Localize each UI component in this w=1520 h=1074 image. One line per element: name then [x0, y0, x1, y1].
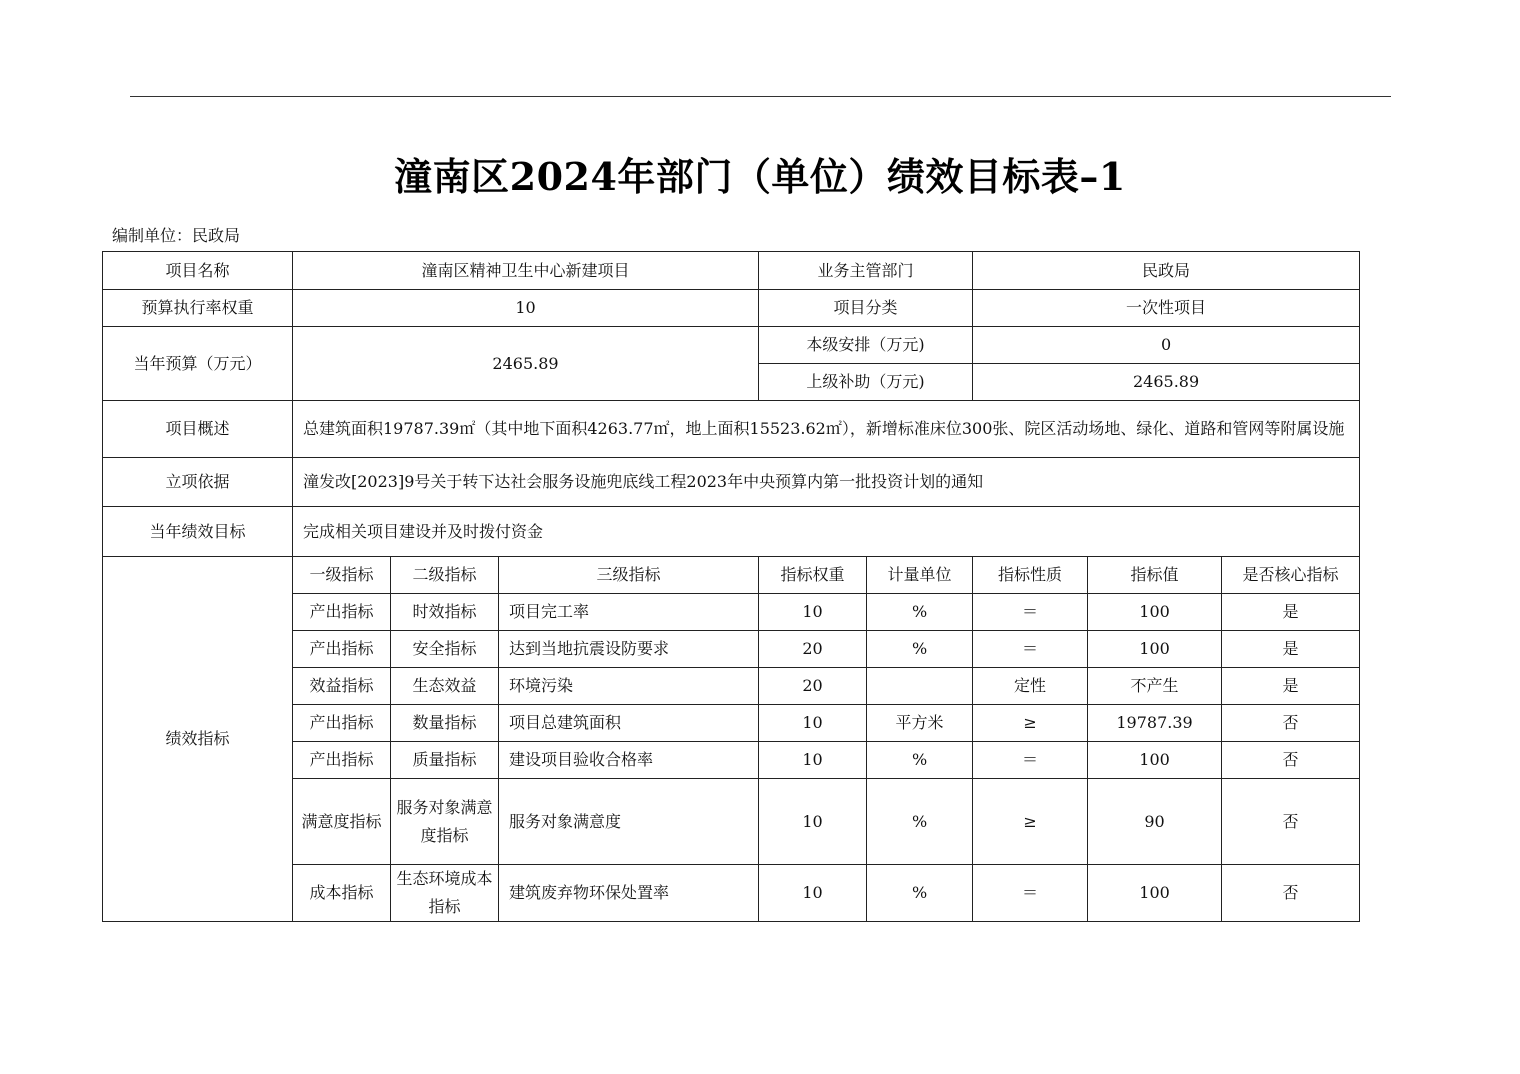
- row-weight: 10: [759, 594, 867, 631]
- row-l2: 生态环境成本指标: [391, 865, 499, 922]
- row-unit: %: [867, 865, 973, 922]
- dept-label: 业务主管部门: [759, 252, 973, 290]
- goal-text: 完成相关项目建设并及时拨付资金: [293, 507, 1360, 557]
- row-weight: 10: [759, 705, 867, 742]
- compiling-unit: [112, 223, 240, 246]
- row-core: 否: [1222, 742, 1360, 779]
- row-l1: 产出指标: [293, 631, 391, 668]
- row-nature: ≥: [973, 705, 1088, 742]
- local-value: 0: [973, 327, 1360, 364]
- overview-label: 项目概述: [103, 401, 293, 458]
- project-name-label: 项目名称: [103, 252, 293, 290]
- row-value: 100: [1088, 631, 1222, 668]
- row-l3: 达到当地抗震设防要求: [499, 631, 759, 668]
- row-basis: [103, 458, 1360, 507]
- row-l1: 产出指标: [293, 705, 391, 742]
- header-unit: 计量单位: [867, 557, 973, 594]
- budget-value: 2465.89: [293, 327, 759, 401]
- row-goal: [103, 507, 1360, 557]
- perf-label: 绩效指标: [103, 557, 293, 922]
- header-rule: [130, 96, 1391, 97]
- header-nature: 指标性质: [973, 557, 1088, 594]
- row-exec-weight: [103, 290, 1360, 327]
- row-value: 19787.39: [1088, 705, 1222, 742]
- row-l3: 项目总建筑面积: [499, 705, 759, 742]
- row-l3: 服务对象满意度: [499, 779, 759, 865]
- row-core: 是: [1222, 668, 1360, 705]
- performance-table: [102, 251, 1360, 922]
- row-value: 100: [1088, 865, 1222, 922]
- row-weight: 10: [759, 779, 867, 865]
- row-unit: 平方米: [867, 705, 973, 742]
- row-l2: 服务对象满意度指标: [391, 779, 499, 865]
- category-label: 项目分类: [759, 290, 973, 327]
- row-nature: ＝: [973, 594, 1088, 631]
- goal-label: 当年绩效目标: [103, 507, 293, 557]
- row-unit: [867, 668, 973, 705]
- row-l2: 生态效益: [391, 668, 499, 705]
- budget-label: 当年预算（万元）: [103, 327, 293, 401]
- row-l3: 建设项目验收合格率: [499, 742, 759, 779]
- row-nature: ＝: [973, 742, 1088, 779]
- compiling-unit-value: 民政局: [192, 226, 241, 245]
- category-value: 一次性项目: [973, 290, 1360, 327]
- exec-weight-label: 预算执行率权重: [103, 290, 293, 327]
- header-value: 指标值: [1088, 557, 1222, 594]
- row-l1: 效益指标: [293, 668, 391, 705]
- row-core: 是: [1222, 631, 1360, 668]
- header-l2: 二级指标: [391, 557, 499, 594]
- row-nature: 定性: [973, 668, 1088, 705]
- row-overview: [103, 401, 1360, 458]
- row-core: 否: [1222, 705, 1360, 742]
- row-value: 90: [1088, 779, 1222, 865]
- row-nature: ＝: [973, 865, 1088, 922]
- row-unit: %: [867, 594, 973, 631]
- row-core: 否: [1222, 865, 1360, 922]
- row-l3: 项目完工率: [499, 594, 759, 631]
- row-l2: 质量指标: [391, 742, 499, 779]
- dept-value: 民政局: [973, 252, 1360, 290]
- header-l1: 一级指标: [293, 557, 391, 594]
- header-l3: 三级指标: [499, 557, 759, 594]
- page-title: 潼南区2024年部门（单位）绩效目标表–1: [394, 154, 1126, 199]
- row-l1: 满意度指标: [293, 779, 391, 865]
- row-l3: 建筑废弃物环保处置率: [499, 865, 759, 922]
- row-weight: 20: [759, 631, 867, 668]
- row-l3: 环境污染: [499, 668, 759, 705]
- header-core: 是否核心指标: [1222, 557, 1360, 594]
- row-l2: 时效指标: [391, 594, 499, 631]
- row-value: 100: [1088, 742, 1222, 779]
- row-l1: 成本指标: [293, 865, 391, 922]
- row-l1: 产出指标: [293, 742, 391, 779]
- header-weight: 指标权重: [759, 557, 867, 594]
- row-l2: 数量指标: [391, 705, 499, 742]
- row-project-name: [103, 252, 1360, 290]
- row-unit: %: [867, 631, 973, 668]
- compiling-unit-label: 编制单位：: [112, 226, 193, 245]
- project-name-value: 潼南区精神卫生中心新建项目: [293, 252, 759, 290]
- row-unit: %: [867, 779, 973, 865]
- row-value: 不产生: [1088, 668, 1222, 705]
- perf-header-row: [103, 557, 1360, 594]
- upper-label: 上级补助（万元): [759, 364, 973, 401]
- upper-value: 2465.89: [973, 364, 1360, 401]
- row-l1: 产出指标: [293, 594, 391, 631]
- row-nature: ＝: [973, 631, 1088, 668]
- row-unit: %: [867, 742, 973, 779]
- exec-weight-value: 10: [293, 290, 759, 327]
- row-core: 否: [1222, 779, 1360, 865]
- local-label: 本级安排（万元): [759, 327, 973, 364]
- basis-label: 立项依据: [103, 458, 293, 507]
- row-nature: ≥: [973, 779, 1088, 865]
- row-core: 是: [1222, 594, 1360, 631]
- row-weight: 10: [759, 865, 867, 922]
- row-value: 100: [1088, 594, 1222, 631]
- row-l2: 安全指标: [391, 631, 499, 668]
- row-budget-local: [103, 327, 1360, 364]
- row-weight: 20: [759, 668, 867, 705]
- overview-text: 总建筑面积19787.39㎡（其中地下面积4263.77㎡，地上面积15523.62㎡），新增标准床位300张、院区活动场地、绿化、道路和管网等附属设施: [293, 401, 1360, 458]
- row-weight: 10: [759, 742, 867, 779]
- basis-text: 潼发改[2023]9号关于转下达社会服务设施兜底线工程2023年中央预算内第一批投资计划的通知: [293, 458, 1360, 507]
